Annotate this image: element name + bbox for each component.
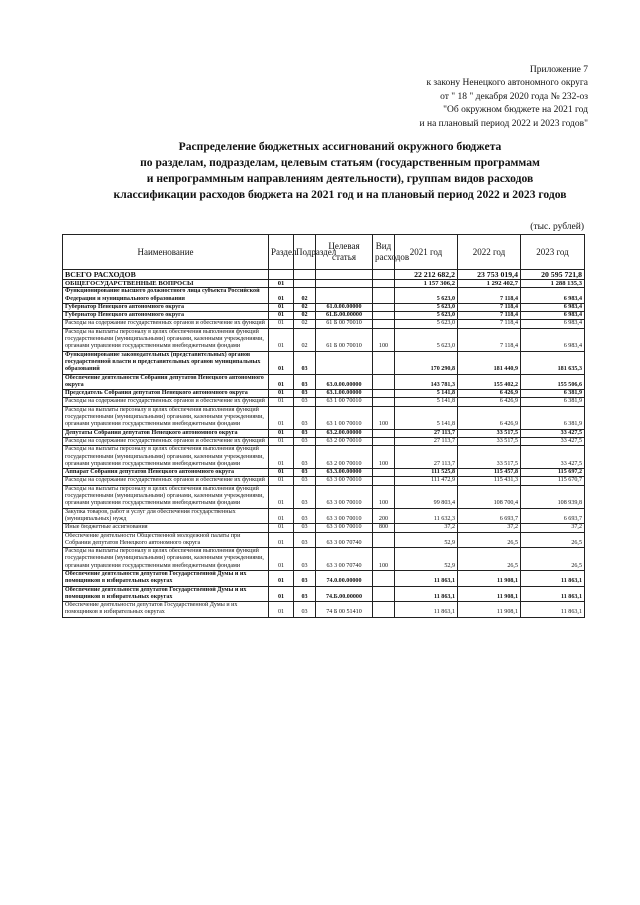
row-2021: 5 141,8	[395, 398, 458, 406]
row-vid: 800	[373, 524, 395, 532]
row-2021: 27 113,7	[395, 437, 458, 445]
row-name: Закупка товаров, работ и услуг для обеспечения государственных (муниципальных) нужд	[63, 508, 269, 524]
row-statya: 63 3 00 70010	[316, 508, 373, 524]
row-2023: 11 863,1	[521, 570, 585, 586]
row-vid: 100	[373, 446, 395, 469]
row-statya: 61 Б 00 70010	[316, 320, 373, 328]
row-podrazdel: 03	[294, 406, 316, 429]
table-row	[63, 406, 585, 429]
row-statya: 63 3 00 70010	[316, 485, 373, 508]
row-razdel: 01	[269, 280, 294, 288]
row-vid	[373, 437, 395, 445]
row-2021: 5 141,8	[395, 390, 458, 398]
row-podrazdel: 03	[294, 437, 316, 445]
table-body	[63, 270, 585, 618]
row-razdel: 01	[269, 374, 294, 390]
row-statya	[316, 280, 373, 288]
row-2023: 6 983,4	[521, 312, 585, 320]
row-2023: 115 670,7	[521, 477, 585, 485]
row-vid	[373, 586, 395, 602]
row-name: Расходы на содержание государственных органов и обеспечение их функций	[63, 320, 269, 328]
row-2023: 26,5	[521, 548, 585, 571]
row-podrazdel: 03	[294, 485, 316, 508]
row-2022: 6 693,7	[458, 508, 521, 524]
row-podrazdel: 03	[294, 602, 316, 618]
row-vid: 100	[373, 548, 395, 571]
row-statya: 63.2.00.00000	[316, 429, 373, 437]
row-podrazdel: 03	[294, 524, 316, 532]
row-podrazdel: 03	[294, 469, 316, 477]
row-2023: 20 595 721,8	[521, 270, 585, 280]
row-podrazdel	[294, 280, 316, 288]
row-2021: 1 157 306,2	[395, 280, 458, 288]
row-2022: 11 908,1	[458, 586, 521, 602]
table-row	[63, 320, 585, 328]
row-2023: 108 939,8	[521, 485, 585, 508]
table-row	[63, 548, 585, 571]
row-name: Председатель Собрания депутатов Ненецкого автономного округа	[63, 390, 269, 398]
row-2021: 111 472,9	[395, 477, 458, 485]
units-label: (тыс. рублей)	[530, 222, 584, 232]
row-name: Функционирование высшего должностного лица субъекта Российской Федерации и муниципального образования	[63, 288, 269, 304]
row-podrazdel: 03	[294, 446, 316, 469]
table-row	[63, 446, 585, 469]
row-2022: 23 753 019,4	[458, 270, 521, 280]
row-razdel	[269, 270, 294, 280]
row-podrazdel: 02	[294, 288, 316, 304]
table-row	[63, 328, 585, 351]
row-name: Аппарат Собрания депутатов Ненецкого автономного округа	[63, 469, 269, 477]
row-podrazdel: 03	[294, 548, 316, 571]
row-razdel: 01	[269, 328, 294, 351]
row-2022: 7 118,4	[458, 320, 521, 328]
row-name: Функционирование законодательных (представительных) органов государственной власти и представительных органов муниципальных образований	[63, 351, 269, 374]
row-statya: 63 2 00 70010	[316, 446, 373, 469]
table-row	[63, 312, 585, 320]
row-2022: 7 118,4	[458, 303, 521, 311]
row-name: Обеспечение деятельности Общественной молодежной палаты при Собрании депутатов Ненецкого автономного округа	[63, 532, 269, 548]
row-vid	[373, 312, 395, 320]
row-2021: 5 623,0	[395, 288, 458, 304]
table-row	[63, 280, 585, 288]
row-razdel: 01	[269, 437, 294, 445]
row-2022: 26,5	[458, 548, 521, 571]
appendix-date: от " 18 " декабря 2020 года № 232-оз	[440, 91, 588, 102]
row-name: Расходы на содержание государственных органов и обеспечение их функций	[63, 477, 269, 485]
row-2022: 155 402,2	[458, 374, 521, 390]
row-2023: 6 983,4	[521, 288, 585, 304]
row-razdel: 01	[269, 524, 294, 532]
row-podrazdel: 03	[294, 508, 316, 524]
row-2022: 115 431,3	[458, 477, 521, 485]
row-vid: 100	[373, 485, 395, 508]
header-statya: Целевая статья	[316, 235, 373, 270]
row-name: Расходы на выплаты персоналу в целях обеспечения выполнения функций государственными (муниципальными) органами, казенными учреждениями, органами управления государственными внебюджетными фондами	[63, 548, 269, 571]
table-row	[63, 570, 585, 586]
row-name: Депутаты Собрания депутатов Ненецкого автономного округа	[63, 429, 269, 437]
row-name: ВСЕГО РАСХОДОВ	[63, 270, 269, 280]
table-row	[63, 270, 585, 280]
row-podrazdel: 02	[294, 320, 316, 328]
table-row	[63, 469, 585, 477]
row-2022: 7 118,4	[458, 288, 521, 304]
row-vid	[373, 351, 395, 374]
row-2021: 5 141,8	[395, 406, 458, 429]
row-statya: 63.0.00.00000	[316, 374, 373, 390]
table-row	[63, 477, 585, 485]
row-2023: 6 381,9	[521, 398, 585, 406]
row-name: Расходы на выплаты персоналу в целях обеспечения выполнения функций государственными (муниципальными) органами, казенными учреждениями, органами управления государственными внебюджетными фондами	[63, 406, 269, 429]
row-vid	[373, 532, 395, 548]
row-podrazdel: 02	[294, 328, 316, 351]
row-vid	[373, 303, 395, 311]
row-razdel: 01	[269, 398, 294, 406]
budget-table	[62, 234, 585, 618]
row-2023: 6 381,9	[521, 406, 585, 429]
row-vid	[373, 288, 395, 304]
row-2022: 33 517,5	[458, 429, 521, 437]
row-name: Расходы на содержание государственных органов и обеспечение их функций	[63, 398, 269, 406]
row-statya: 63.1.00.00000	[316, 390, 373, 398]
row-2023: 1 288 135,3	[521, 280, 585, 288]
row-2021: 22 212 682,2	[395, 270, 458, 280]
row-2023: 6 693,7	[521, 508, 585, 524]
row-vid	[373, 270, 395, 280]
table-row	[63, 303, 585, 311]
row-podrazdel: 03	[294, 390, 316, 398]
row-podrazdel: 03	[294, 398, 316, 406]
title-line: классификации расходов бюджета на 2021 год и на плановый период 2022 и 2023 годов	[113, 188, 567, 201]
row-2021: 5 623,0	[395, 328, 458, 351]
row-name: Губернатор Ненецкого автономного округа	[63, 303, 269, 311]
table-row	[63, 532, 585, 548]
row-2022: 7 118,4	[458, 312, 521, 320]
row-2021: 27 113,7	[395, 446, 458, 469]
row-statya	[316, 288, 373, 304]
row-statya: 63 3 00 70740	[316, 548, 373, 571]
row-razdel: 01	[269, 602, 294, 618]
row-razdel: 01	[269, 469, 294, 477]
row-razdel: 01	[269, 586, 294, 602]
appendix-header	[288, 64, 588, 131]
row-2021: 5 623,0	[395, 303, 458, 311]
title-line: Распределение бюджетных ассигнований окружного бюджета	[178, 140, 502, 153]
row-2021: 5 623,0	[395, 312, 458, 320]
row-statya: 61 Б 00 70010	[316, 328, 373, 351]
row-2022: 26,5	[458, 532, 521, 548]
row-razdel: 01	[269, 477, 294, 485]
row-razdel: 01	[269, 351, 294, 374]
row-2023: 11 863,1	[521, 602, 585, 618]
title-line: и непрограммным направлениям деятельности), группам видов расходов	[146, 172, 534, 185]
row-razdel: 01	[269, 320, 294, 328]
title-line: по разделам, подразделам, целевым статьям (государственным программам	[140, 156, 540, 169]
row-podrazdel: 02	[294, 303, 316, 311]
row-2021: 111 525,8	[395, 469, 458, 477]
row-vid: 100	[373, 328, 395, 351]
row-2021: 99 803,4	[395, 485, 458, 508]
row-statya	[316, 351, 373, 374]
row-2021: 37,2	[395, 524, 458, 532]
table-row	[63, 398, 585, 406]
row-2022: 6 426,9	[458, 406, 521, 429]
table-row	[63, 524, 585, 532]
row-2023: 33 427,5	[521, 446, 585, 469]
row-name: Обеспечение деятельности Собрания депутатов Ненецкого автономного округа	[63, 374, 269, 390]
row-2021: 52,9	[395, 532, 458, 548]
row-2023: 6 983,4	[521, 328, 585, 351]
table-row	[63, 437, 585, 445]
row-podrazdel: 02	[294, 312, 316, 320]
row-vid: 200	[373, 508, 395, 524]
row-podrazdel: 03	[294, 477, 316, 485]
row-2022: 11 908,1	[458, 570, 521, 586]
row-2023: 115 697,2	[521, 469, 585, 477]
row-2021: 11 863,1	[395, 602, 458, 618]
row-2022: 7 118,4	[458, 328, 521, 351]
row-statya: 74 Б 00 51410	[316, 602, 373, 618]
appendix-law-title: "Об окружном бюджете на 2021 год	[443, 105, 588, 116]
row-2022: 115 457,8	[458, 469, 521, 477]
row-vid	[373, 477, 395, 485]
row-name: ОБЩЕГОСУДАРСТВЕННЫЕ ВОПРОСЫ	[63, 280, 269, 288]
row-2021: 52,9	[395, 548, 458, 571]
row-2022: 6 426,9	[458, 390, 521, 398]
header-2023: 2023 год	[521, 235, 585, 270]
row-2021: 11 632,3	[395, 508, 458, 524]
row-2023: 26,5	[521, 532, 585, 548]
row-name: Расходы на содержание государственных органов и обеспечение их функций	[63, 437, 269, 445]
row-2023: 6 983,4	[521, 320, 585, 328]
row-name: Иные бюджетные ассигнования	[63, 524, 269, 532]
header-name: Наименование	[63, 235, 269, 270]
row-razdel: 01	[269, 429, 294, 437]
table-row	[63, 288, 585, 304]
row-vid	[373, 398, 395, 406]
header-podrazdel: Подраздел	[294, 235, 316, 270]
row-vid: 100	[373, 406, 395, 429]
row-name: Расходы на выплаты персоналу в целях обеспечения выполнения функций государственными (муниципальными) органами, казенными учреждениями, органами управления государственными внебюджетными фондами	[63, 446, 269, 469]
row-name: Обеспечение деятельности депутатов Государственной Думы и их помощников в избирательных округах	[63, 570, 269, 586]
row-razdel: 01	[269, 312, 294, 320]
row-statya: 63 3 00 70010	[316, 524, 373, 532]
row-razdel: 01	[269, 303, 294, 311]
row-statya: 61.Б.00.00000	[316, 312, 373, 320]
table-row	[63, 429, 585, 437]
row-2021: 11 863,1	[395, 570, 458, 586]
row-razdel: 01	[269, 485, 294, 508]
appendix-law: к закону Ненецкого автономного округа	[426, 78, 588, 89]
row-razdel: 01	[269, 532, 294, 548]
row-statya: 63 1 00 70010	[316, 398, 373, 406]
row-podrazdel: 03	[294, 351, 316, 374]
row-2021: 5 623,0	[395, 320, 458, 328]
row-name: Обеспечение деятельности депутатов Государственной Думы и их помощников в избирательных округах	[63, 586, 269, 602]
row-vid	[373, 570, 395, 586]
row-name: Губернатор Ненецкого автономного округа	[63, 312, 269, 320]
row-2021: 27 113,7	[395, 429, 458, 437]
row-statya: 74.Б.00.00000	[316, 586, 373, 602]
row-vid	[373, 429, 395, 437]
row-vid	[373, 320, 395, 328]
row-2021: 143 781,3	[395, 374, 458, 390]
row-name: Обеспечение деятельности депутатов Государственной Думы и их помощников в избирательных округах	[63, 602, 269, 618]
row-2023: 33 427,5	[521, 429, 585, 437]
row-vid	[373, 280, 395, 288]
row-2023: 181 635,3	[521, 351, 585, 374]
table-row	[63, 351, 585, 374]
row-2023: 33 427,5	[521, 437, 585, 445]
row-statya: 63 2 00 70010	[316, 437, 373, 445]
header-2022: 2022 год	[458, 235, 521, 270]
appendix-law-period: и на плановый период 2022 и 2023 годов"	[419, 118, 588, 129]
row-vid	[373, 469, 395, 477]
row-podrazdel: 03	[294, 570, 316, 586]
table-row	[63, 602, 585, 618]
row-razdel: 01	[269, 288, 294, 304]
row-2022: 37,2	[458, 524, 521, 532]
row-2021: 170 290,8	[395, 351, 458, 374]
row-statya	[316, 270, 373, 280]
row-razdel: 01	[269, 570, 294, 586]
row-podrazdel	[294, 270, 316, 280]
row-podrazdel: 03	[294, 586, 316, 602]
header-razdel: Раздел	[269, 235, 294, 270]
row-razdel: 01	[269, 446, 294, 469]
row-name: Расходы на выплаты персоналу в целях обеспечения выполнения функций государственными (муниципальными) органами, казенными учреждениями, органами управления государственными внебюджетными фондами	[63, 485, 269, 508]
row-2022: 181 440,9	[458, 351, 521, 374]
row-2023: 11 863,1	[521, 586, 585, 602]
row-podrazdel: 03	[294, 532, 316, 548]
row-2023: 6 381,9	[521, 390, 585, 398]
row-2022: 11 908,1	[458, 602, 521, 618]
row-2021: 11 863,1	[395, 586, 458, 602]
table-row	[63, 374, 585, 390]
row-podrazdel: 03	[294, 374, 316, 390]
header-2021: 2021 год	[395, 235, 458, 270]
table-row	[63, 485, 585, 508]
header-vid: Вид расходов	[373, 235, 395, 270]
table-row	[63, 586, 585, 602]
row-name: Расходы на выплаты персоналу в целях обеспечения выполнения функций государственными (муниципальными) органами, казенными учреждениями, органами управления государственными внебюджетными фондами	[63, 328, 269, 351]
row-2022: 108 700,4	[458, 485, 521, 508]
row-2023: 37,2	[521, 524, 585, 532]
row-2022: 33 517,5	[458, 446, 521, 469]
row-statya: 63 1 00 70010	[316, 406, 373, 429]
row-razdel: 01	[269, 390, 294, 398]
appendix-number: Приложение 7	[529, 65, 588, 75]
row-statya: 63 3 00 70010	[316, 477, 373, 485]
row-razdel: 01	[269, 508, 294, 524]
row-statya: 61.0.00.00000	[316, 303, 373, 311]
row-razdel: 01	[269, 406, 294, 429]
row-2023: 6 983,4	[521, 303, 585, 311]
document-title	[60, 139, 620, 203]
table-row	[63, 508, 585, 524]
table-row	[63, 390, 585, 398]
row-vid	[373, 602, 395, 618]
row-2022: 33 517,5	[458, 437, 521, 445]
row-vid	[373, 374, 395, 390]
table-header-row	[63, 235, 585, 270]
row-razdel: 01	[269, 548, 294, 571]
row-2023: 155 506,6	[521, 374, 585, 390]
row-vid	[373, 390, 395, 398]
row-2022: 6 426,9	[458, 398, 521, 406]
row-statya: 63.3.00.00000	[316, 469, 373, 477]
row-statya: 74.0.00.00000	[316, 570, 373, 586]
row-podrazdel: 03	[294, 429, 316, 437]
row-statya: 63 3 00 70740	[316, 532, 373, 548]
row-2022: 1 292 402,7	[458, 280, 521, 288]
